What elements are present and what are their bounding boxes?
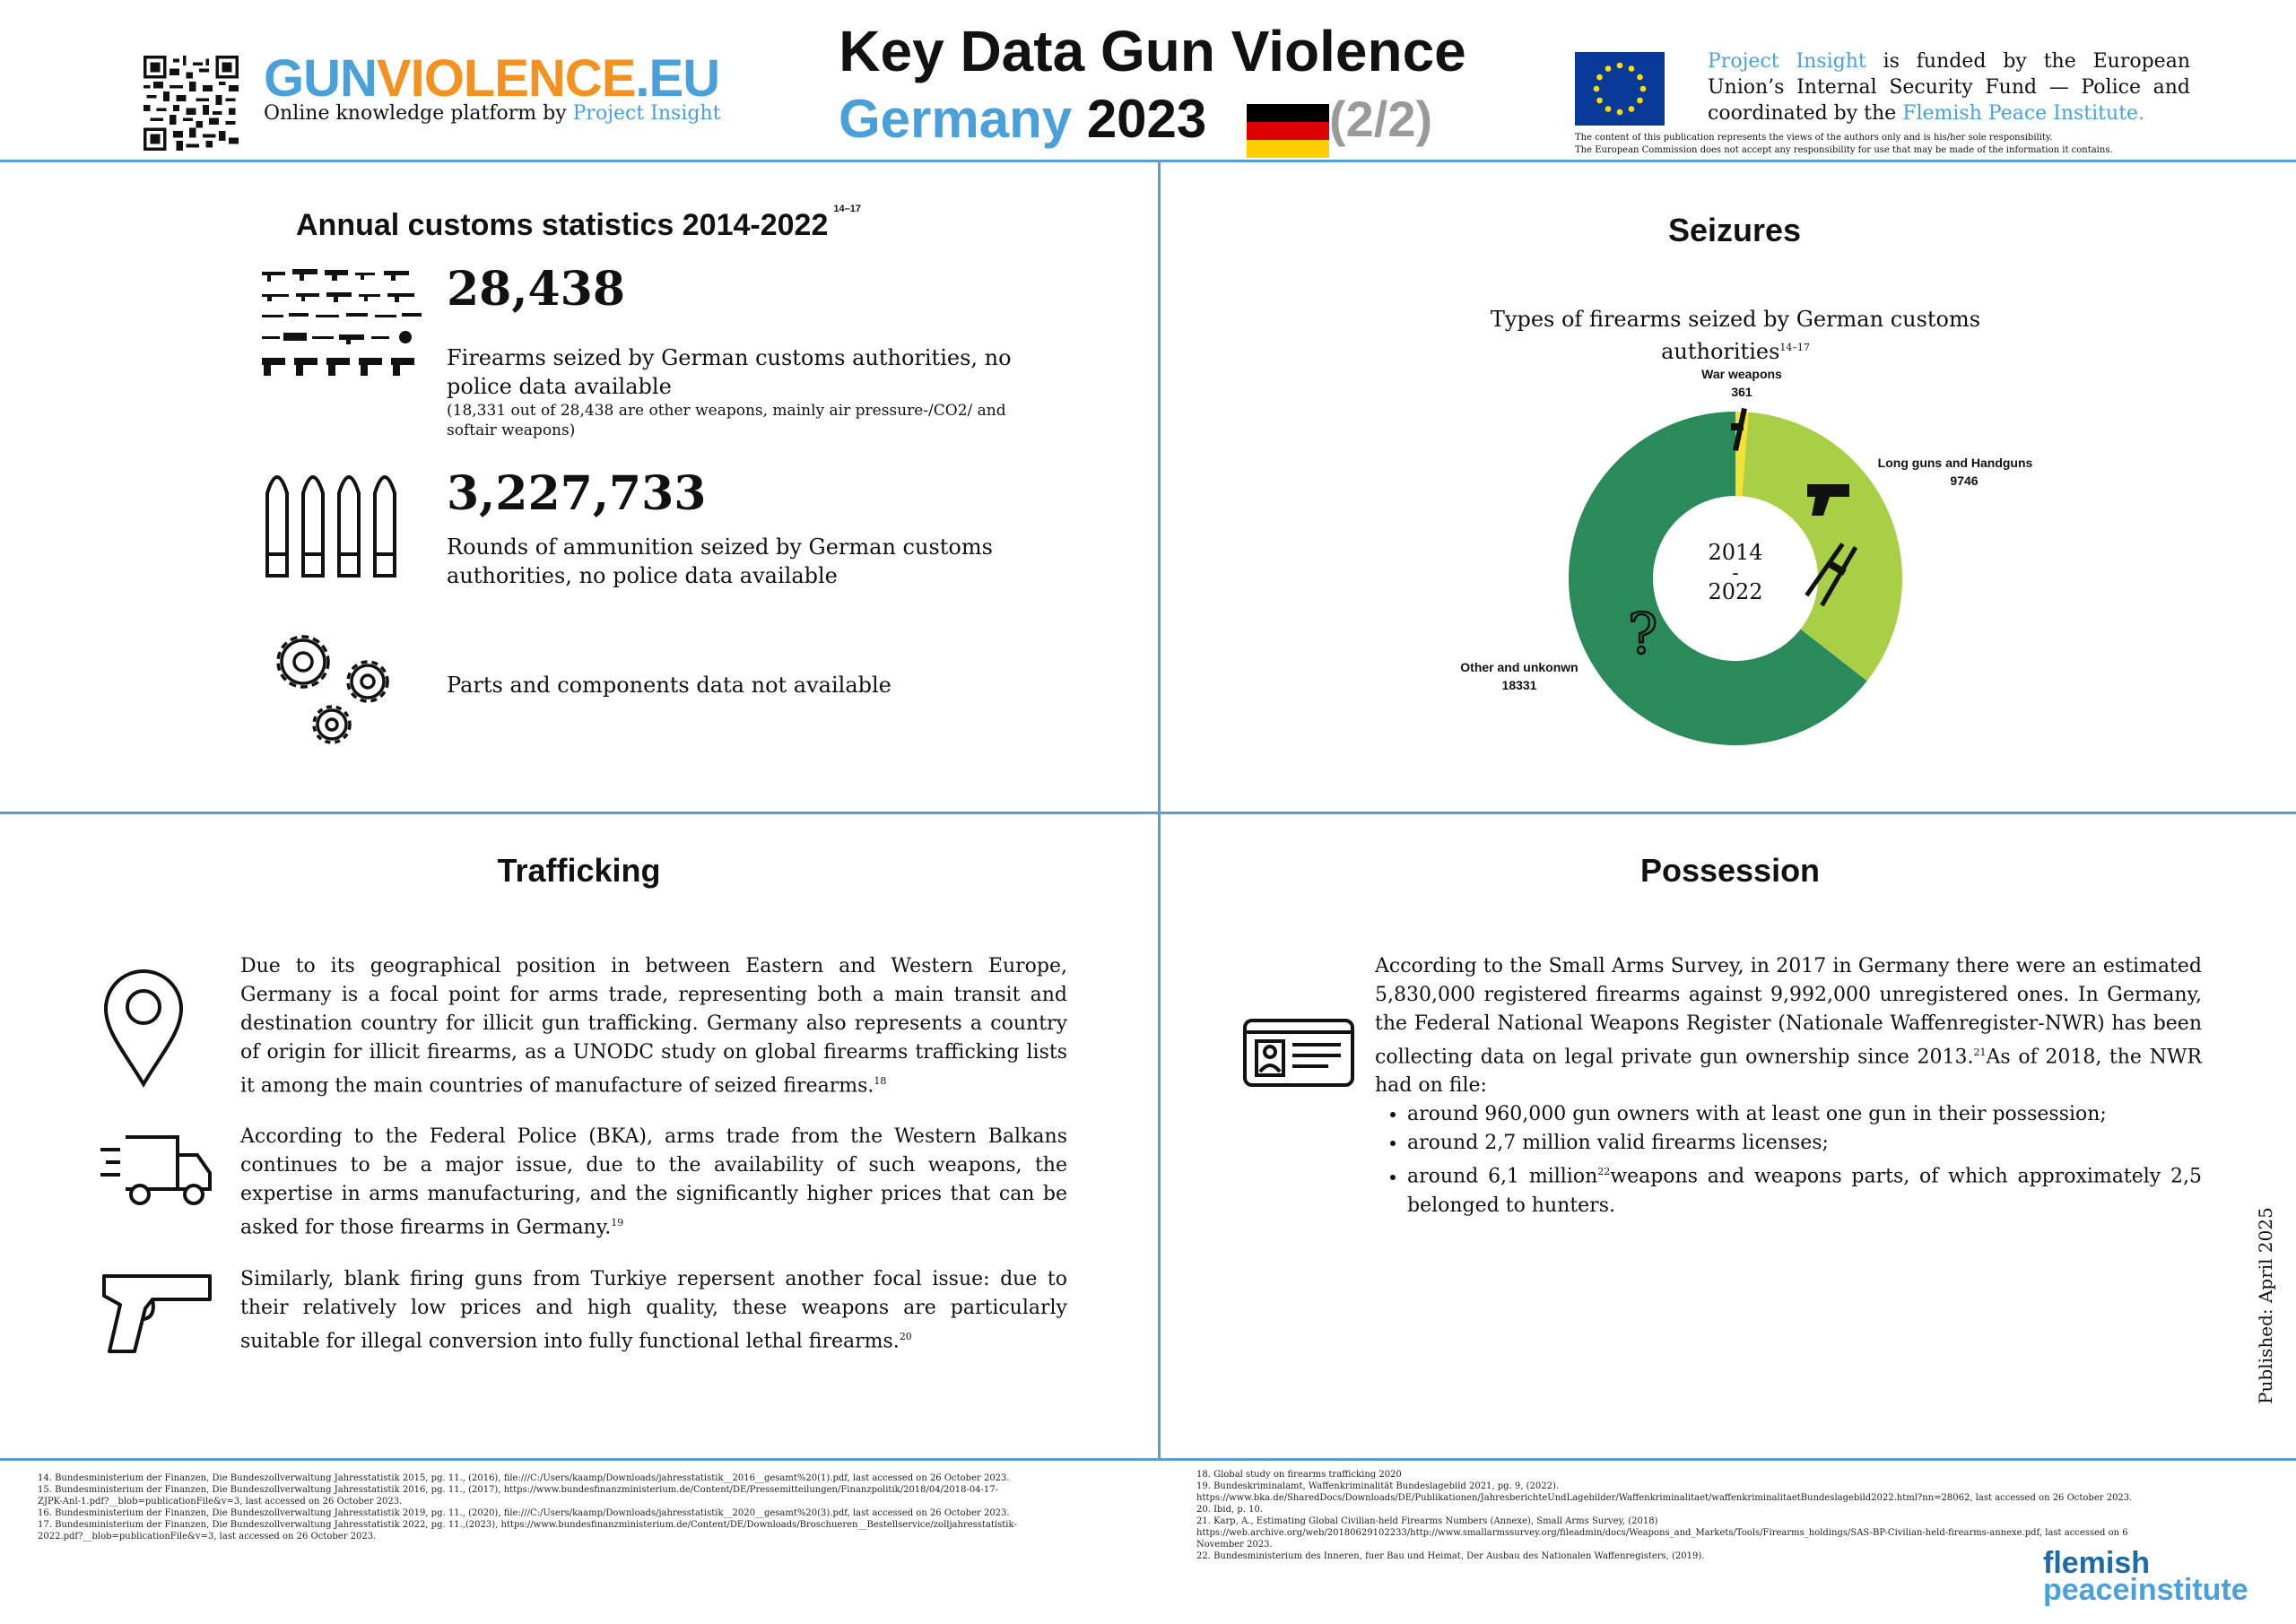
footnote-line: 17. Bundesministerium der Finanzen, Die Bundeszollverwaltung Jahresstatistik 2022, pg. 11.,(2023), https://www.bundesfinanzministerium.de/Content/DE/Downloads/Broschueren__Bestellservice/zolljahresstatistik- <box>38 1520 1017 1530</box>
firearms-collection-icon <box>260 265 426 381</box>
label-war-weapons: War weapons <box>1701 367 1782 381</box>
disclaimer-line-1: The content of this publication represents the views of the authors only and is his/her sole responsibility. <box>1575 133 2053 143</box>
footnote-line: 14. Bundesministerium der Finanzen, Die Bundeszollverwaltung Jahresstatistik 2015, pg. 11., (2016), file:///C:/Users/kaamp/Downloads/jahresstatistik__2016__gesamt%20(1).pdf, last accessed on 26 October 2023. <box>38 1473 1010 1483</box>
chart-title-ref: 14–17 <box>1779 342 1810 353</box>
disclaimer-line-2: The European Commission does not accept any responsibility for use that may be made of the information it contains. <box>1575 145 2113 155</box>
footnote-line: 18. Global study on firearms trafficking 2020 <box>1196 1470 1402 1480</box>
value-long-guns: 9746 <box>1950 473 1979 488</box>
fpi-logo-line-1: flemish <box>2043 1546 2151 1580</box>
divider-center <box>1158 160 1161 1458</box>
fpi-logo-line-2: peaceinstitute <box>2043 1573 2248 1607</box>
footnote-line: 2022.pdf?__blob=publicationFile&v=3, last accessed on 26 October 2023. <box>38 1532 377 1541</box>
tagline-prefix: Online knowledge platform by <box>264 102 567 125</box>
pistol-icon <box>99 1269 215 1359</box>
trafficking-p3-ref: 20 <box>899 1331 912 1342</box>
possession-b3-a: around 6,1 million <box>1407 1165 1598 1188</box>
possession-bullet-2: • around 2,7 million valid firearms licenses; <box>1407 1129 2202 1158</box>
title-year: 2023 <box>1086 89 1207 149</box>
customs-title-ref: 14–17 <box>833 203 861 214</box>
germany-flag-icon <box>1247 104 1329 158</box>
eu-disclaimer <box>1575 132 2113 157</box>
gunviolence-logo[interactable] <box>264 48 719 109</box>
label-long-guns: Long guns and Handguns <box>1877 456 2033 470</box>
donut-center-end: 2022 <box>1708 579 1763 604</box>
seizures-donut-chart <box>1435 359 2063 771</box>
parts-components-label: Parts and components data not available <box>447 673 891 698</box>
possession-p1-tail: As of 2018, the NWR had on file: <box>1375 1046 2202 1098</box>
trafficking-paragraph-2 <box>240 1123 1067 1242</box>
footnote-line: 16. Bundesministerium der Finanzen, Die Bundeszollverwaltung Jahresstatistik 2019, pg. 11., (2020), file:///C:/Users/kaamp/Downloads/jahresstatistik__2020__gesamt%20(3).pdf, last accessed on 26 October 2023. <box>38 1508 1010 1518</box>
funding-text: is funded by the European Union’s Internal Security Fund — Police and coordinated by the <box>1708 50 2190 125</box>
possession-bullet-3 <box>1407 1158 2202 1220</box>
footnote-line: 20. Ibid, p. 10. <box>1196 1505 1264 1515</box>
page-subtitle <box>839 88 1206 150</box>
funding-statement <box>1708 48 2190 126</box>
possession-body <box>1375 952 2202 1220</box>
possession-list <box>1375 1100 2202 1220</box>
trafficking-p1-ref: 18 <box>874 1075 887 1087</box>
ammunition-icon <box>260 457 404 583</box>
flemish-peace-institute-logo[interactable] <box>2043 1546 2258 1607</box>
footnote-line: ZJPK-Anl-1.pdf?__blob=publicationFile&v=3, last accessed on 26 October 2023. <box>38 1497 403 1507</box>
divider-top <box>0 160 2296 162</box>
firearms-seized-number: 28,438 <box>447 262 626 317</box>
footnote-line: 22. Bundesministerium des Inneren, fuer Bau und Heimat, Der Ausbau des Nationalen Waffenregisters, (2019). <box>1196 1551 1705 1561</box>
seizures-title: Seizures <box>1667 212 1802 248</box>
possession-bullet-1: • around 960,000 gun owners with at least one gun in their possession; <box>1407 1100 2202 1129</box>
footnote-line: https://web.archive.org/web/20180629102233/http://www.smallarmssurvey.org/fileadmin/docs/Weapons_and_Markets/Tools/Firearms_holdings/SAS-BP-Civilian-held-firearms-annexe.pdf, last accessed on 6 <box>1196 1528 2128 1538</box>
value-war-weapons: 361 <box>1731 385 1752 399</box>
footnote-line: November 2023. <box>1196 1540 1273 1550</box>
funding-fpi-link[interactable]: Flemish Peace Institute. <box>1902 102 2145 125</box>
unknown-question-icon: ? <box>1628 601 1658 666</box>
tagline-link[interactable]: Project Insight <box>572 102 721 125</box>
gears-icon <box>260 619 404 753</box>
footnote-line: 19. Bundeskriminalamt, Waffenkriminalität Bundeslagebild 2021, pg. 9, (2022). <box>1196 1481 1560 1491</box>
divider-bottom <box>0 1458 2296 1461</box>
trafficking-p1-text: Due to its geographical position in between Eastern and Western Europe, Germany is a focal point for arms trade, representing both a main transit and destination country for illicit gun trafficking. Germany also represents a country of origin for illicit firearms, as a UNODC study on global firearms trafficking lists it among the main countries of manufacture of seized firearms. <box>240 955 1067 1098</box>
footnote-line: 15. Bundesministerium der Finanzen, Die Bundeszollverwaltung Jahresstatistik 2016, pg. 11., (2017), https://www.bundesfinanzministerium.de/Content/DE/Pressemitteilungen/Finanzpolitik/2018/04/2018-04-17- <box>38 1485 999 1495</box>
ammunition-seized-number: 3,227,733 <box>447 466 707 521</box>
possession-p1-text: According to the Small Arms Survey, in 2017 in Germany there were an estimated 5,830,000 registered firearms against 9,992,000 unregistered ones. In Germany, the Federal National Weapons Register (Nationale Waffenregister-NWR) has been collecting data on legal private gun ownership since 2013. <box>1375 955 2202 1069</box>
published-date: Published: April 2025 <box>2255 1207 2276 1404</box>
logo-violence: VIOLENCE <box>376 49 636 108</box>
logo-eu: .EU <box>635 49 720 108</box>
trafficking-paragraph-1 <box>240 952 1067 1100</box>
title-country: Germany <box>839 89 1073 149</box>
qr-code[interactable] <box>144 56 239 151</box>
possession-b3-b: weapons and weapons parts, of which approximately 2,5 belonged to hunters. <box>1407 1165 2202 1217</box>
donut-center-dash: - <box>1732 562 1739 585</box>
page-title: Key Data Gun Violence <box>839 19 1466 83</box>
chart-title-text: Types of firearms seized by German customs authorities <box>1490 307 1981 364</box>
value-other-unknown: 18331 <box>1501 678 1537 692</box>
customs-title <box>296 203 861 243</box>
location-pin-icon <box>99 964 188 1090</box>
footnote-line: 21. Karp, A., Estimating Global Civilian-held Firearms Numbers (Annexe), Small Arms Survey, (2018) <box>1196 1516 1658 1526</box>
possession-paragraph <box>1375 952 2202 1100</box>
possession-p1-ref: 21 <box>1973 1046 1987 1058</box>
firearms-seized-label: Firearms seized by German customs authorities, no police data available <box>447 345 1012 399</box>
logo-tagline <box>264 102 720 125</box>
trafficking-p2-ref: 19 <box>611 1217 624 1229</box>
logo-gun: GUN <box>264 49 377 108</box>
divider-middle <box>0 812 2296 814</box>
footnotes-left <box>38 1472 1132 1542</box>
ammunition-seized-label: Rounds of ammunition seized by German customs authorities, no police data available <box>447 534 993 588</box>
possession-b3-ref: 22 <box>1597 1166 1611 1178</box>
trafficking-p2-text: According to the Federal Police (BKA), arms trade from the Western Balkans continues to be a major issue, due to the availability of such weapons, the expertise in arms manufacturing, and the significantly higher prices that can be asked for those firearms in Germany. <box>240 1125 1067 1239</box>
eu-flag-icon <box>1575 52 1665 126</box>
trafficking-title: Trafficking <box>497 852 661 889</box>
seizures-chart-title <box>1480 305 1991 366</box>
possession-title: Possession <box>1639 852 1821 889</box>
slice-long-guns-handguns <box>1742 413 1902 682</box>
trafficking-paragraph-3 <box>240 1265 1067 1356</box>
label-other-unknown: Other and unkonwn <box>1460 660 1578 674</box>
firearms-seized-note: (18,331 out of 28,438 are other weapons, mainly air pressure-/CO2/ and softair weapons) <box>447 402 1006 439</box>
customs-title-text: Annual customs statistics 2014-2022 <box>296 208 829 242</box>
funding-project-link[interactable]: Project Insight <box>1708 50 1866 73</box>
trafficking-p3-text: Similarly, blank firing guns from Turkiye repersent another focal issue: due to their relatively low prices and high quality, these weapons are particularly suitable for illegal conversion into fully functional lethal firearms. <box>240 1268 1067 1353</box>
donut-center-start: 2014 <box>1708 540 1763 565</box>
id-card-icon <box>1242 1018 1355 1088</box>
delivery-truck-icon <box>99 1130 215 1211</box>
page-counter: (2/2) <box>1329 91 1433 147</box>
footnote-line: https://www.bka.de/SharedDocs/Downloads/DE/Publikationen/JahresberichteUndLagebilder/Waffenkriminalitaet/waffenkriminalitaetBundeslagebild2022.html?nn=28062, last accessed on 26 October 2023. <box>1196 1493 2133 1503</box>
